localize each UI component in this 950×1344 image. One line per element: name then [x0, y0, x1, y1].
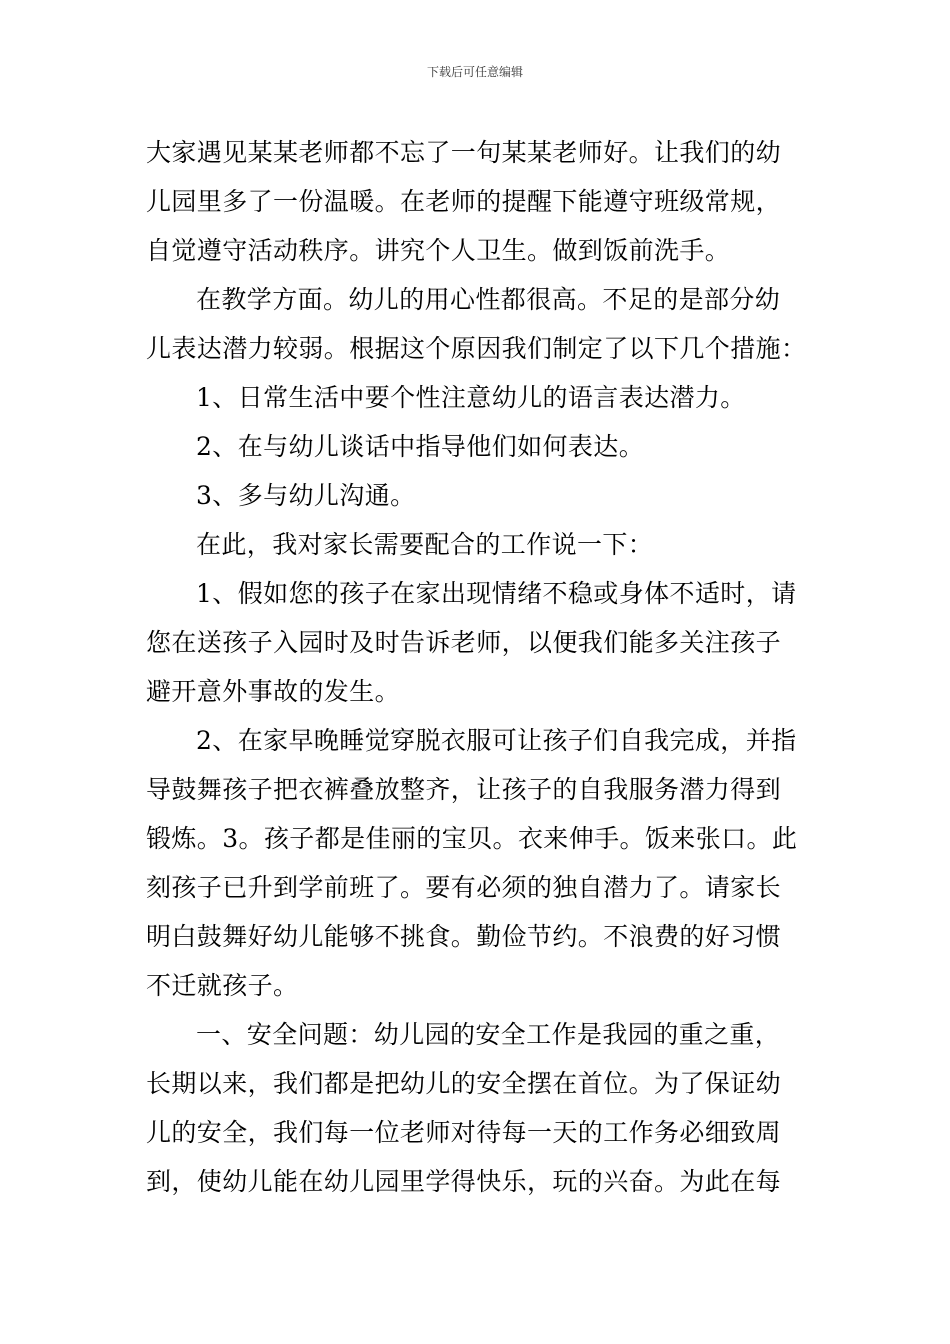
text-line: 到，使幼儿能在幼儿园里学得快乐，玩的兴奋。为此在每 [146, 1167, 782, 1196]
text-line: 导鼓舞孩子把衣裤叠放整齐，让孩子的自我服务潜力得到 [146, 775, 782, 804]
text-line: 在教学方面。幼儿的用心性都很高。不足的是部分幼 [196, 285, 781, 314]
text-line: 大家遇见某某老师都不忘了一句某某老师好。让我们的幼 [146, 138, 782, 167]
list-item: 1、日常生活中要个性注意幼儿的语言表达潜力。 [196, 383, 746, 412]
text-line: 在此，我对家长需要配合的工作说一下： [196, 530, 654, 559]
text-line: 儿的安全，我们每一位老师对待每一天的工作务必细致周 [146, 1118, 782, 1147]
list-item: 1、假如您的孩子在家出现情绪不稳或身体不适时，请 [196, 579, 797, 608]
list-item: 3、多与幼儿沟通。 [196, 481, 416, 510]
page-header: 下载后可任意编辑 [426, 65, 523, 79]
text-line: 长期以来，我们都是把幼儿的安全摆在首位。为了保证幼 [146, 1069, 782, 1098]
document-body [146, 128, 810, 1206]
text-line: 明白鼓舞好幼儿能够不挑食。勤俭节约。不浪费的好习惯 [146, 922, 782, 951]
text-line: 刻孩子已升到学前班了。要有必须的独自潜力了。请家长 [146, 873, 782, 902]
text-line: 儿园里多了一份温暖。在老师的提醒下能遵守班级常规， [146, 187, 782, 216]
text-line: 避开意外事故的发生。 [146, 677, 401, 706]
list-item: 2、在家早晚睡觉穿脱衣服可让孩子们自我完成，并指 [196, 726, 797, 755]
text-line: 不迁就孩子。 [146, 971, 299, 1000]
text-line: 自觉遵守活动秩序。讲究个人卫生。做到饭前洗手。 [146, 236, 731, 265]
text-line: 儿表达潜力较弱。根据这个原因我们制定了以下几个措施： [146, 334, 807, 363]
section-heading-line: 一、安全问题：幼儿园的安全工作是我园的重之重， [196, 1020, 781, 1049]
list-item: 2、在与幼儿谈话中指导他们如何表达。 [196, 432, 645, 461]
text-line: 您在送孩子入园时及时告诉老师，以便我们能多关注孩子 [146, 628, 782, 657]
text-line: 锻炼。3。孩子都是佳丽的宝贝。衣来伸手。饭来张口。此 [146, 824, 798, 853]
